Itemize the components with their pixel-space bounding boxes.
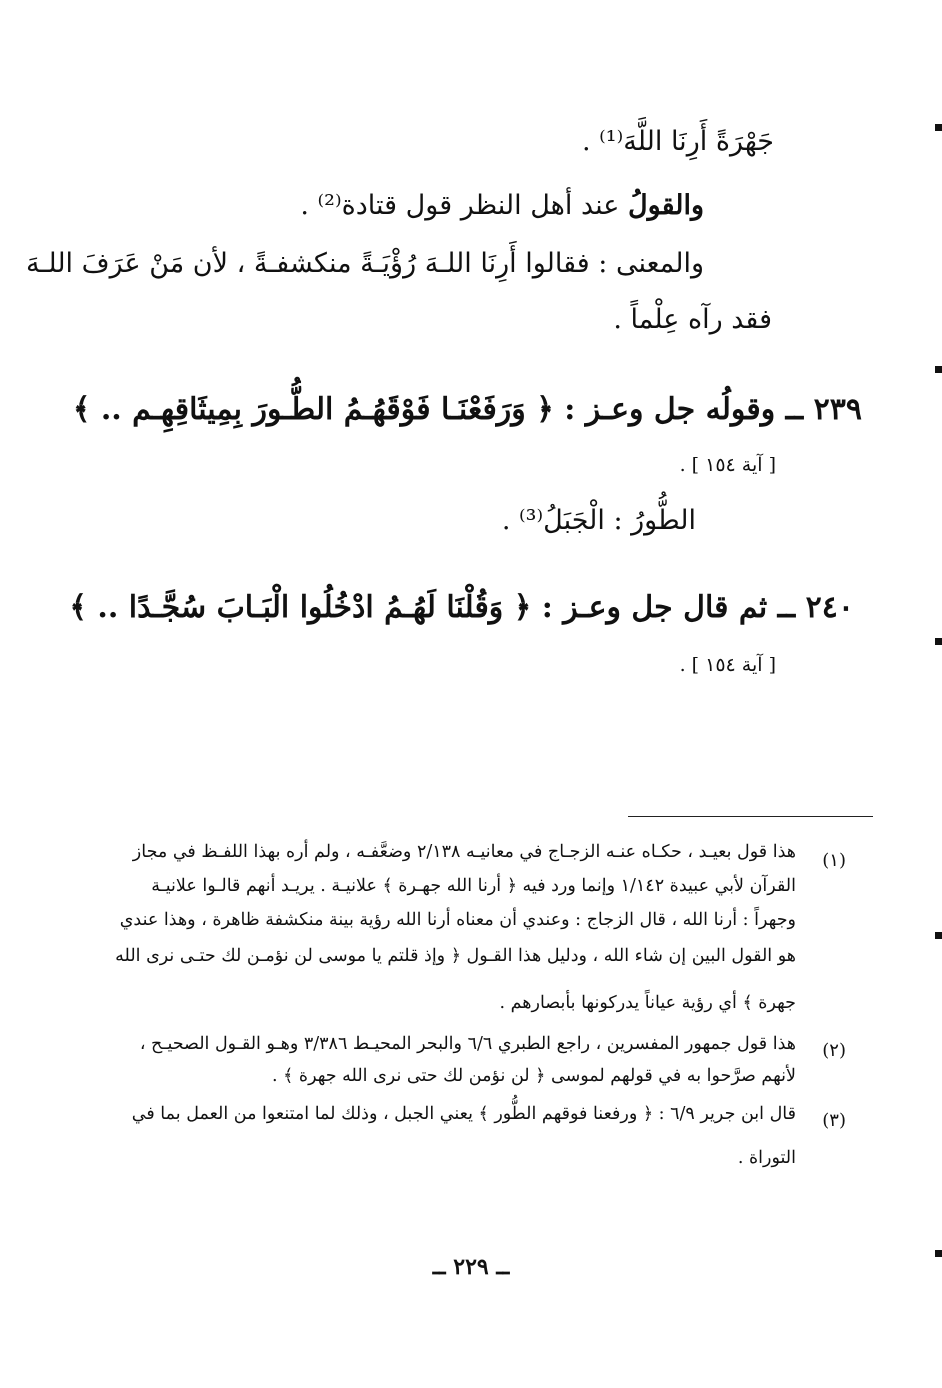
entry-240-verse-ref: [ آية ١٥٤ ] . — [679, 654, 776, 676]
footnote-1-line: وجهراً : أرنا الله ، قال الزجاج : وعندي أن معناه أرنا الله رؤية بينة منكشفة ظاهرة ، وهذا عندي — [119, 910, 796, 930]
footnote-2-line: هذا قول جمهور المفسرين ، راجع الطبري ٦/٦ والبحر المحيـط ٣/٣٨٦ وهـو القـول الصحيـح ، — [139, 1034, 796, 1054]
footnote-1-line: جهرة ﴾ أي رؤية عياناً يدركونها بأبصارهم . — [499, 993, 796, 1013]
footnote-number-2: (٢) — [822, 1040, 846, 1061]
footnote-3-line: قال ابن جرير ٦/٩ : ﴿ ورفعنا فوقهم الطُّور ﴾ يعني الجبل ، وذلك لما امتنعوا من العمل بما في — [131, 1104, 796, 1124]
entry-240-heading: ٢٤٠ ــ ثم قال جل وعـز : ﴿ وَقُلْنَا لَهُـمُ ادْخُلُوا الْبَـابَ سُجَّـدًا .. ﴾ — [69, 590, 854, 625]
text-line-2 — [104, 190, 704, 222]
scan-edge-mark — [935, 638, 942, 645]
footnote-1-line: هو القول البين إن شاء الله ، ودليل هذا القـول ﴿ وإذ قلتم يا موسى لن نؤمـن لك حتـى نرى الله — [115, 946, 796, 966]
scan-edge-mark — [935, 932, 942, 939]
text-line-1: جَهْرَةً أَرِنَا اللَّهَ⁽¹⁾ . — [581, 126, 774, 157]
footnote-1-line: هذا قول بعيـد ، حكـاه عنـه الزجـاج في معانيـه ٢/١٣٨ وضعَّفـه ، ولم أره بهذا اللفـظ في مجاز — [132, 842, 796, 862]
text-line-2-rest: عند أهل النظر قول قتادة⁽²⁾ . — [300, 190, 628, 221]
page-number: ــ ٢٢٩ ــ — [432, 1254, 510, 1280]
scan-edge-mark — [935, 124, 942, 131]
bold-word: والقولُ — [628, 190, 704, 221]
footnote-separator — [628, 816, 873, 817]
footnote-number-1: (١) — [822, 850, 846, 871]
footnote-2-line: لأنهم صرَّحوا به في قولهم لموسى ﴿ لن نؤمن لك حتى نرى الله جهرة ﴾ . — [271, 1066, 796, 1086]
footnote-1-line: القرآن لأبي عبيدة ١/١٤٢ وإنما ورد فيه ﴿ أرنا الله جهـرة ﴾ علانيـة . يريـد أنهم قالـوا علانيـة — [151, 876, 796, 896]
scan-edge-mark — [935, 1250, 942, 1257]
entry-239-heading: ٢٣٩ ــ وقولُه جل وعـز : ﴿ وَرَفَعْنَـا فَوْقَهُـمُ الطُّـورَ بِمِيثَاقِهِـم .. ﴾ — [72, 392, 862, 427]
scan-edge-mark — [935, 366, 942, 373]
entry-239-gloss: الطُّورُ : الْجَبَلُ⁽³⁾ . — [501, 505, 696, 536]
footnote-3-line: التوراة . — [737, 1148, 796, 1168]
text-line-3: والمعنى : فقالوا أَرِنَا اللـهَ رُؤْيَـةً منكشفـةً ، لأن مَنْ عَرَفَ اللـهَ — [26, 248, 704, 279]
text-line-4: فقد رآه عِلْماً . — [613, 304, 772, 335]
entry-239-verse-ref: [ آية ١٥٤ ] . — [679, 454, 776, 476]
footnote-number-3: (٣) — [822, 1110, 846, 1131]
